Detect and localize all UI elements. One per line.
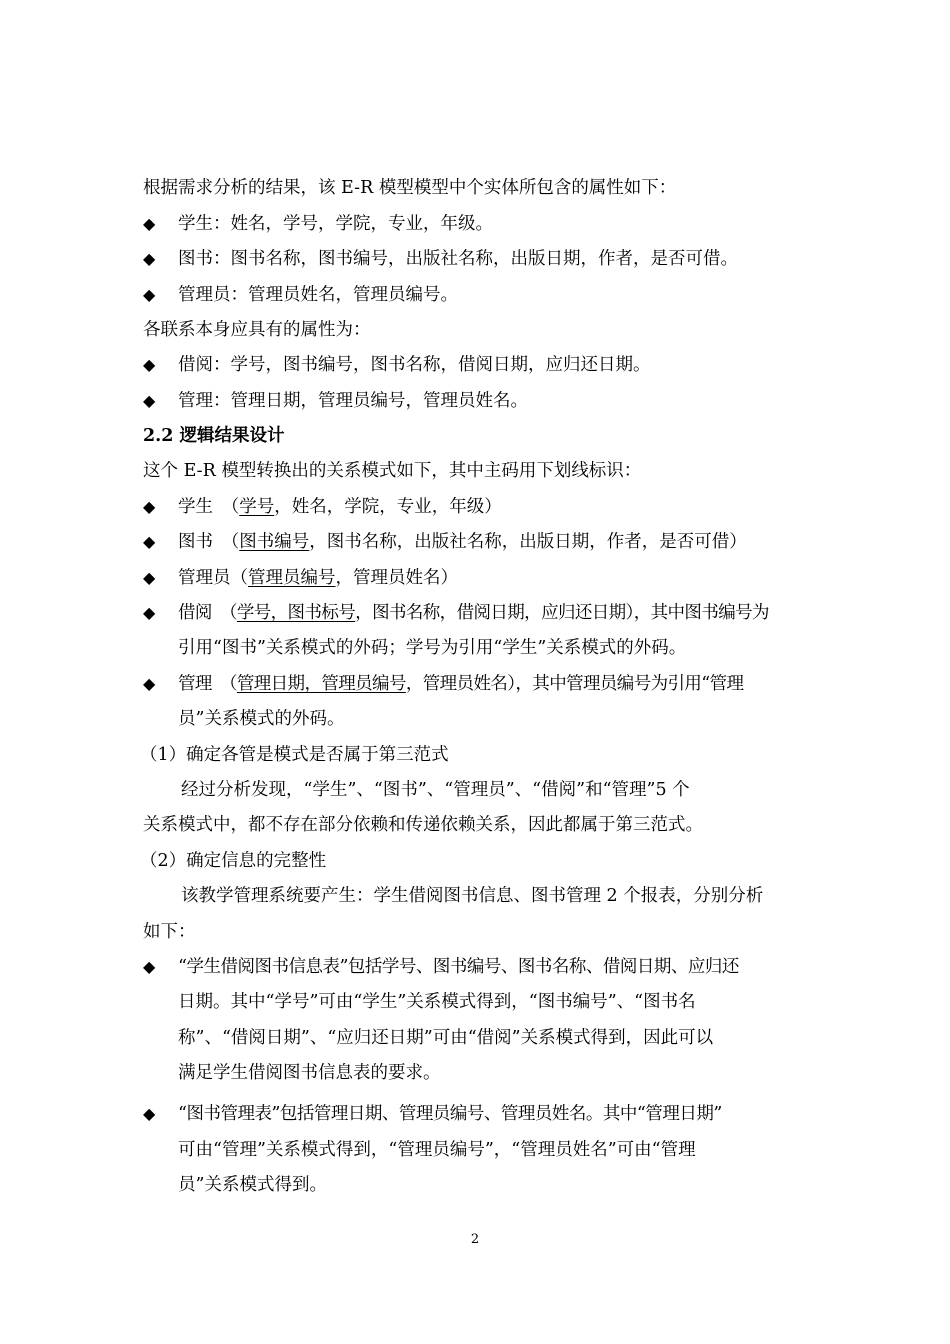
report2-line2: 可由“管理”关系模式得到，“管理员编号”，“管理员姓名”可由“管理: [178, 1140, 696, 1160]
primary-key: 图书编号: [239, 532, 310, 552]
schema-book: 图书 （图书编号，图书名称，出版社名称，出版日期，作者，是否可借）: [178, 532, 747, 552]
schema-intro: 这个 E-R 模型转换出的关系模式如下，其中主码用下划线标识：: [143, 461, 642, 481]
section-heading: 2.2 逻辑结果设计: [143, 426, 285, 446]
bullet-diamond-icon: ◆: [143, 957, 156, 976]
bullet-diamond-icon: ◆: [143, 391, 156, 410]
schema-borrow-cont: 引用“图书”关系模式的外码；学号为引用“学生”关系模式的外码。: [178, 638, 687, 658]
bullet-diamond-icon: ◆: [143, 355, 156, 374]
bullet-diamond-icon: ◆: [143, 532, 156, 551]
report1-line3: 称”、“借阅日期”、“应归还日期”可由“借阅”关系模式得到，因此可以: [178, 1028, 714, 1048]
bullet-diamond-icon: ◆: [143, 249, 156, 268]
bullet-diamond-icon: ◆: [143, 674, 156, 693]
bullet-diamond-icon: ◆: [143, 1104, 156, 1123]
para1-line2: 关系模式中，都不存在部分依赖和传递依赖关系，因此都属于第三范式。: [143, 815, 703, 835]
page-number: 2: [470, 1232, 480, 1247]
report2-line1: “图书管理表”包括管理日期、管理员编号、管理员姓名。其中“管理日期”: [178, 1104, 722, 1124]
relation-attrs-intro: 各联系本身应具有的属性为：: [143, 320, 371, 340]
intro-line: 根据需求分析的结果，该 E-R 模型模型中个实体所包含的属性如下：: [143, 178, 677, 198]
report1-line2: 日期。其中“学号”可由“学生”关系模式得到，“图书编号”、“图书名: [178, 992, 696, 1012]
subsection-2: （2）确定信息的完整性: [140, 851, 327, 871]
para2-line2: 如下：: [143, 922, 196, 942]
report1-line1: “学生借阅图书信息表”包括学号、图书编号、图书名称、借阅日期、应归还: [178, 957, 739, 977]
relation-manage: 管理：管理日期，管理员编号，管理员姓名。: [178, 391, 528, 411]
report1-line4: 满足学生借阅图书信息表的要求。: [178, 1063, 441, 1083]
primary-key: 管理日期，管理员编号: [236, 674, 406, 694]
schema-student: 学生 （学号，姓名，学院，专业，年级）: [178, 497, 502, 517]
bullet-diamond-icon: ◆: [143, 214, 156, 233]
entity-admin: 管理员：管理员姓名，管理员编号。: [178, 285, 458, 305]
bullet-diamond-icon: ◆: [143, 497, 156, 516]
para1-line1: 经过分析发现，“学生”、“图书”、“管理员”、“借阅”和“管理”5 个: [181, 780, 690, 800]
bullet-diamond-icon: ◆: [143, 285, 156, 304]
schema-borrow: 借阅 （学号，图书标号，图书名称，借阅日期，应归还日期），其中图书编号为: [178, 603, 769, 623]
bullet-diamond-icon: ◆: [143, 603, 156, 622]
primary-key: 管理员编号: [248, 568, 336, 588]
schema-admin: 管理员（管理员编号，管理员姓名）: [178, 568, 458, 588]
relation-borrow: 借阅：学号，图书编号，图书名称，借阅日期，应归还日期。: [178, 355, 651, 375]
para2-line1: 该教学管理系统要产生：学生借阅图书信息、图书管理 2 个报表，分别分析: [181, 886, 764, 906]
primary-key: 学号: [239, 497, 275, 517]
schema-manage-cont: 员”关系模式的外码。: [178, 709, 345, 729]
report2-line3: 员”关系模式得到。: [178, 1175, 327, 1195]
primary-key: 学号，图书标号: [236, 603, 356, 623]
schema-manage: 管理 （管理日期，管理员编号，管理员姓名），其中管理员编号为引用“管理: [178, 674, 744, 694]
entity-student: 学生：姓名，学号，学院，专业，年级。: [178, 214, 493, 234]
entity-book: 图书：图书名称，图书编号，出版社名称，出版日期，作者，是否可借。: [178, 249, 738, 269]
bullet-diamond-icon: ◆: [143, 568, 156, 587]
subsection-1: （1）确定各管是模式是否属于第三范式: [140, 745, 449, 765]
